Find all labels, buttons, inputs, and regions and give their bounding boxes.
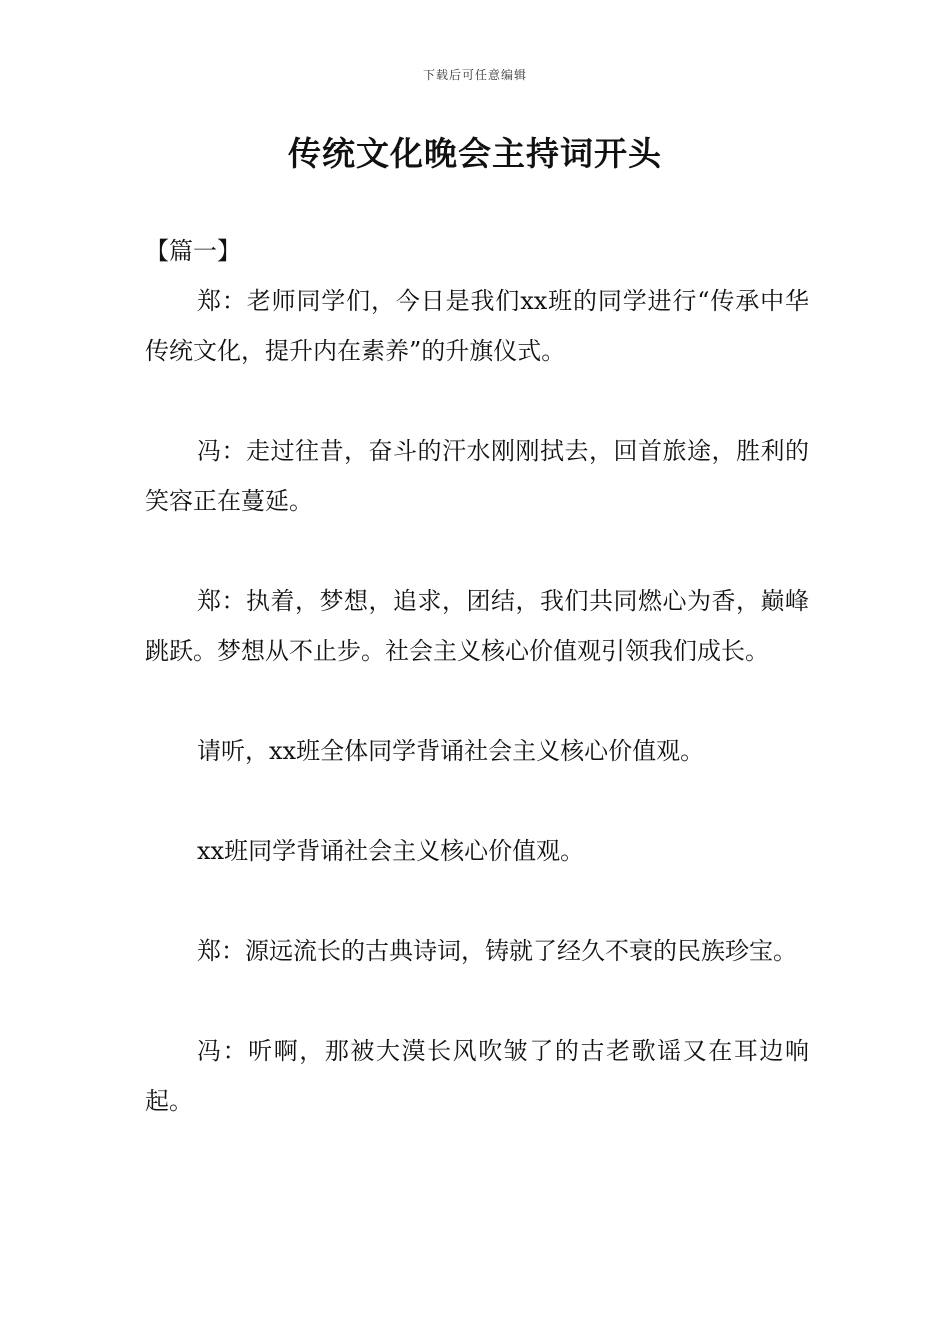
paragraph-6: 郑：源远流长的古典诗词，铸就了经久不衰的民族珍宝。 <box>197 937 797 965</box>
paragraph-5: xx班同学背诵社会主义核心价值观。 <box>197 837 585 865</box>
paragraph-4: 请听，xx班全体同学背诵社会主义核心价值观。 <box>197 737 705 765</box>
document-body <box>145 226 809 1176</box>
paragraph-1: 郑：老师同学们，今日是我们xx班的同学进行“传承中华传统文化，提升内在素养”的升旗仪式。 <box>145 287 809 365</box>
header-note: 下载后可任意编辑 <box>422 68 527 82</box>
paragraph-7: 冯：听啊，那被大漠长风吹皱了的古老歌谣又在耳边响起。 <box>145 1037 809 1115</box>
paragraph-2: 冯：走过往昔，奋斗的汗水刚刚拭去，回首旅途，胜利的笑容正在蔓延。 <box>145 437 809 515</box>
section-label: 【篇一】 <box>145 237 241 265</box>
paragraph-3: 郑：执着，梦想，追求，团结，我们共同燃心为香，巅峰跳跃。梦想从不止步。社会主义核心价值观引领我们成长。 <box>145 587 809 665</box>
document-title: 传统文化晚会主持词开头 <box>288 134 662 173</box>
